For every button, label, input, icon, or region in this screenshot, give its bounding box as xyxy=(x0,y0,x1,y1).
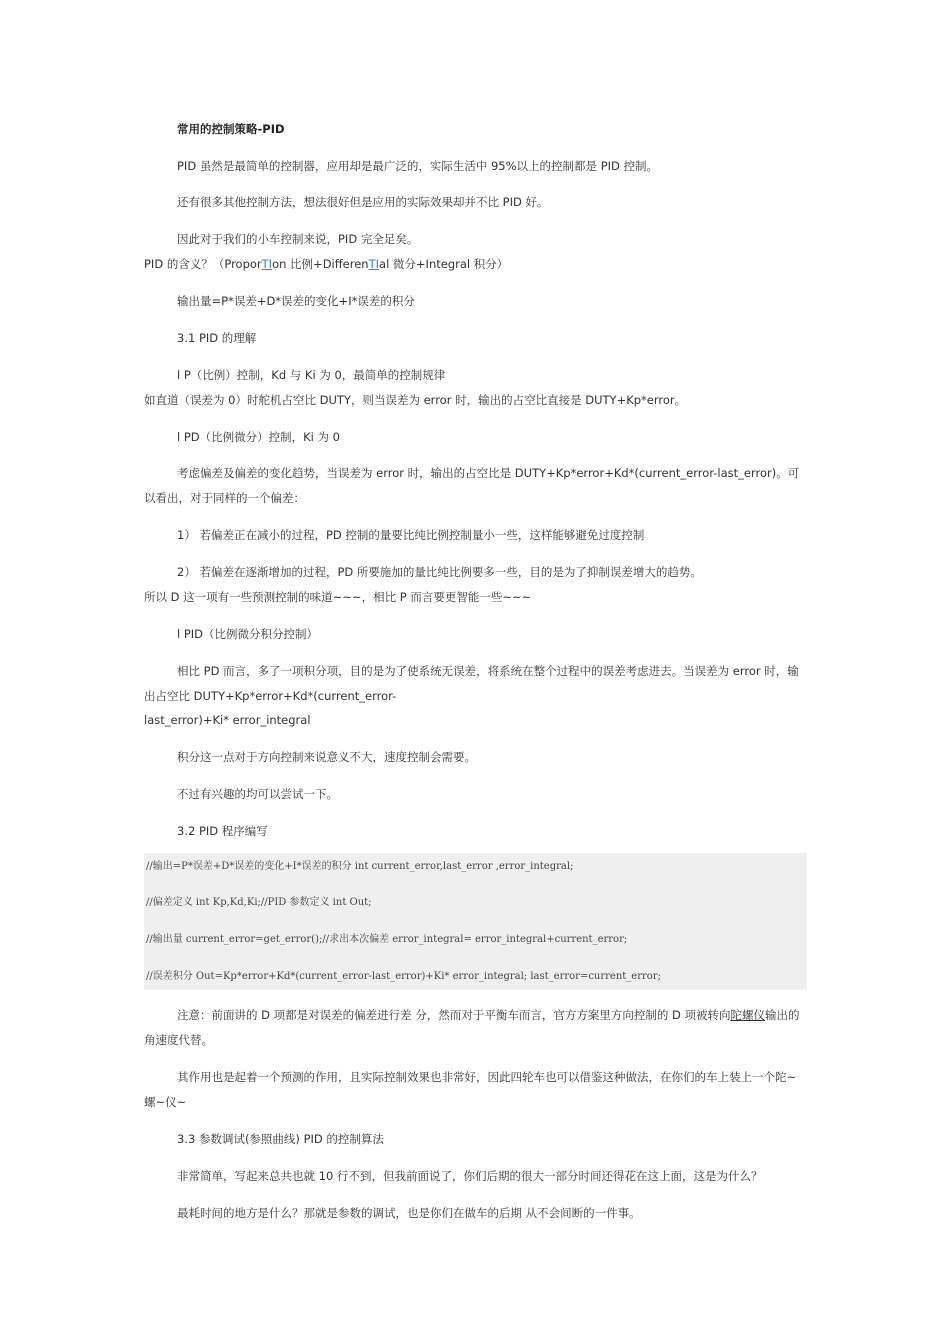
paragraph-d-prediction: 所以 D 这一项有一些预测控制的味道~~~，相比 P 而言要更智能一些~~~ xyxy=(144,590,532,604)
code-line: //误差积分 Out=Kp*error+Kd*(current_error-last_error)+Ki* error_integral; last_error=current_error; xyxy=(146,971,661,982)
code-block xyxy=(144,853,807,990)
section-heading-3-1: 3.1 PID 的理解 xyxy=(177,331,257,345)
paragraph-pd-detail-cont: 以看出，对于同样的一个偏差： xyxy=(144,491,305,505)
paragraph-tuning-time: 最耗时间的地方是什么？那就是参数的调试，也是你们在做车的后期 从不会间断的一件事。 xyxy=(177,1206,641,1220)
paragraph-pd-control: l PD（比例微分）控制，Ki 为 0 xyxy=(177,430,341,444)
list-item-decreasing: 1） 若偏差正在减小的过程，PD 控制的量要比纯比例控制量小一些，这样能够避免过度控制 xyxy=(177,528,645,542)
paragraph-simple-algorithm: 非常简单，写起来总共也就 10 行不到，但我前面说了，你们后期的很大一部分时间还得花在这上面，这是为什么？ xyxy=(177,1169,763,1183)
paragraph-p-control: l P（比例）控制，Kd 与 Ki 为 0，最简单的控制规律 xyxy=(177,368,446,382)
paragraph-pid-intro: PID 虽然是最简单的控制器，应用却是最广泛的，实际生活中 95%以上的控制都是 PID 控制。 xyxy=(177,159,659,173)
paragraph-prediction-effect: 其作用也是起着一个预测的作用，且实际控制效果也非常好，因此四轮车也可以借鉴这种做法，在你们的车上装上一个陀~ xyxy=(177,1070,797,1084)
pid-meaning-part: al 微分+Integral 积分） xyxy=(379,257,509,271)
code-line: //偏差定义 int Kp,Kd,Ki;//PID 参数定义 int Out; xyxy=(146,897,372,908)
gyro-link[interactable]: 陀螺仪 xyxy=(730,1008,765,1022)
paragraph-prediction-effect-cont: 螺~仪~ xyxy=(144,1095,187,1109)
paragraph-pid-meaning xyxy=(144,256,807,272)
note-part: 注意：前面讲的 D 项都是对误差的偏差进行差 分，然而对于平衡车而言，官方方案里方向控制的 D 项被转向 xyxy=(177,1008,731,1022)
pid-meaning-link[interactable]: TI xyxy=(368,257,380,271)
note-part: 输出的 xyxy=(764,1008,800,1022)
pid-meaning-link[interactable]: TI xyxy=(261,257,273,271)
paragraph-note-gyro xyxy=(144,1007,807,1023)
paragraph-p-control-example: 如直道（误差为 0）时舵机占空比 DUTY，则当误差为 error 时，输出的占空比直接是 DUTY+Kp*error。 xyxy=(144,393,687,407)
paragraph-pid-detail-cont: 出占空比 DUTY+Kp*error+Kd*(current_error- xyxy=(144,689,397,703)
paragraph-other-methods: 还有很多其他控制方法，想法很好但是应用的实际效果却并不比 PID 好。 xyxy=(177,195,549,209)
list-item-increasing: 2） 若偏差在逐渐增加的过程，PD 所要施加的量比纯比例要多一些，目的是为了抑制误差增大的趋势。 xyxy=(177,565,702,579)
paragraph-pid-detail-cont: last_error)+Ki* error_integral xyxy=(144,713,311,727)
section-heading-3-3: 3.3 参数调试(参照曲线) PID 的控制算法 xyxy=(177,1132,384,1146)
paragraph-note-gyro-cont: 角速度代替。 xyxy=(144,1033,213,1047)
pid-meaning-part: on 比例+Differen xyxy=(272,257,369,271)
pid-meaning-part: PID 的含义？（Propor xyxy=(144,257,262,271)
section-heading-3-2: 3.2 PID 程序编写 xyxy=(177,824,268,838)
paragraph-pid-control: l PID（比例微分积分控制） xyxy=(177,627,319,641)
paragraph-car-control: 因此对于我们的小车控制来说，PID 完全足矣。 xyxy=(177,232,419,246)
doc-title: 常用的控制策略-PID xyxy=(177,122,285,136)
paragraph-output-formula: 输出量=P*误差+D*误差的变化+I*误差的积分 xyxy=(177,294,415,308)
paragraph-pd-detail: 考虑偏差及偏差的变化趋势，当误差为 error 时，输出的占空比是 DUTY+Kp*error+Kd*(current_error-last_error)。可 xyxy=(177,466,800,480)
paragraph-pid-detail: 相比 PD 而言，多了一项积分项，目的是为了使系统无误差，将系统在整个过程中的误差考虑进去。当误差为 error 时，输 xyxy=(177,664,799,678)
code-line: //输出量 current_error=get_error();//求出本次偏差 error_integral= error_integral+current_error; xyxy=(146,934,628,945)
paragraph-integral-note: 积分这一点对于方向控制来说意义不大，速度控制会需要。 xyxy=(177,750,476,764)
paragraph-try-it: 不过有兴趣的均可以尝试一下。 xyxy=(177,787,338,801)
code-line: //输出=P*误差+D*误差的变化+I*误差的积分 int current_error,last_error ,error_integral; xyxy=(146,861,574,872)
